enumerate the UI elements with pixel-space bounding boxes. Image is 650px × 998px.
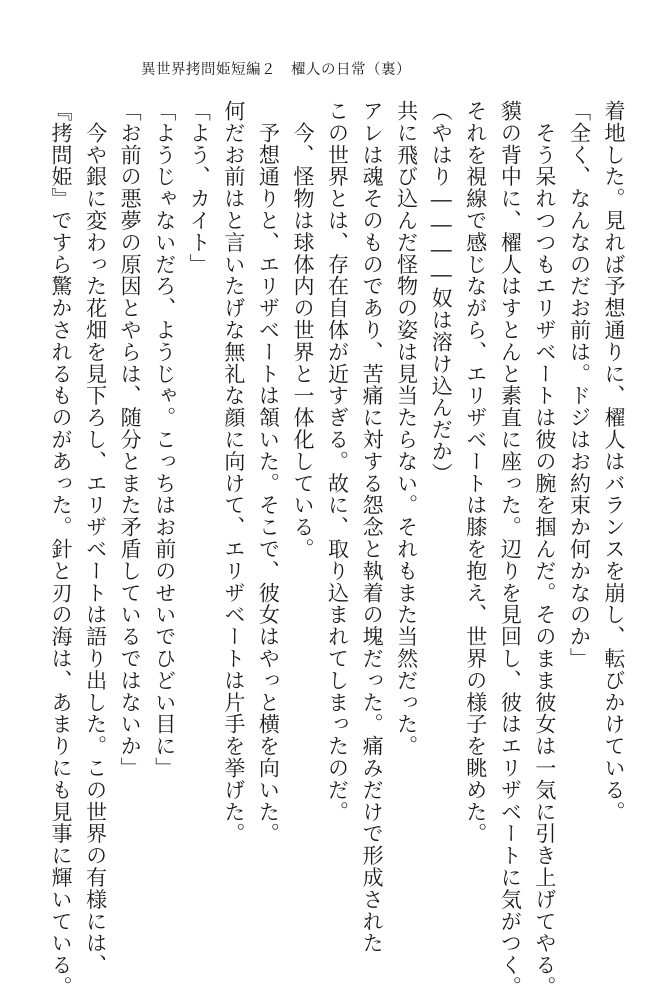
text-line: 何だお前はと言いたげな無礼な顔に向けて、エリザベートは片手を挙げた。 <box>221 100 246 845</box>
text-line: 今や銀に変わった花畑を見下ろし、エリザベートは語り出した。この世界の有様には、 <box>83 100 108 976</box>
text-line: そう呆れつつもエリザベートは彼の腕を掴んだ。そのまま彼女は一気に引き上げてやる。 <box>532 100 557 998</box>
text-line: 着地した。見れば予想通りに、櫂人はバランスを崩し、転びかけている。 <box>602 100 626 823</box>
text-line: 共に飛び込んだ怪物の姿は見当たらない。それもまた当然だった。 <box>394 100 419 757</box>
text-line: 「お前の悪夢の原因とやらは、随分とまた矛盾しているではないか」 <box>118 100 143 779</box>
running-header: 異世界拷問姫短編２ 櫂人の日常（裏） <box>141 62 411 78</box>
vertical-text-body <box>48 100 626 998</box>
text-line: （やはり――――奴は溶け込んだか） <box>429 100 454 485</box>
text-line: 「ようじゃないだろ、ようじゃ。こっちはお前のせいでひどい目に」 <box>152 100 177 779</box>
text-line: 予想通りと、エリザベートは頷いた。そこで、彼女はやっと横を向いた。 <box>256 100 281 845</box>
text-line: 「よう、カイト」 <box>187 100 212 276</box>
text-line: 「全く、なんなのだお前は。ドジはお約束か何かなのか」 <box>567 100 592 670</box>
text-line: この世界とは、存在自体が近すぎる。故に、取り込まれてしまったのだ。 <box>325 100 350 823</box>
text-line: 貘の背中に、櫂人はすとんと素直に座った。辺りを見回し、彼はエリザベートに気がつく。 <box>498 100 523 998</box>
text-line: 今、怪物は球体内の世界と一体化している。 <box>290 100 315 560</box>
text-line: アレは魂そのものであり、苦痛に対する怨念と執着の塊だった。痛みだけで形成された <box>360 100 385 955</box>
text-line: 『拷問姫』ですら驚かされるものがあった。針と刃の海は、あまりにも見事に輝いている。 <box>49 100 73 998</box>
text-line: それを視線で感じながら、エリザベートは膝を抱え、世界の様子を眺めた。 <box>463 100 488 845</box>
